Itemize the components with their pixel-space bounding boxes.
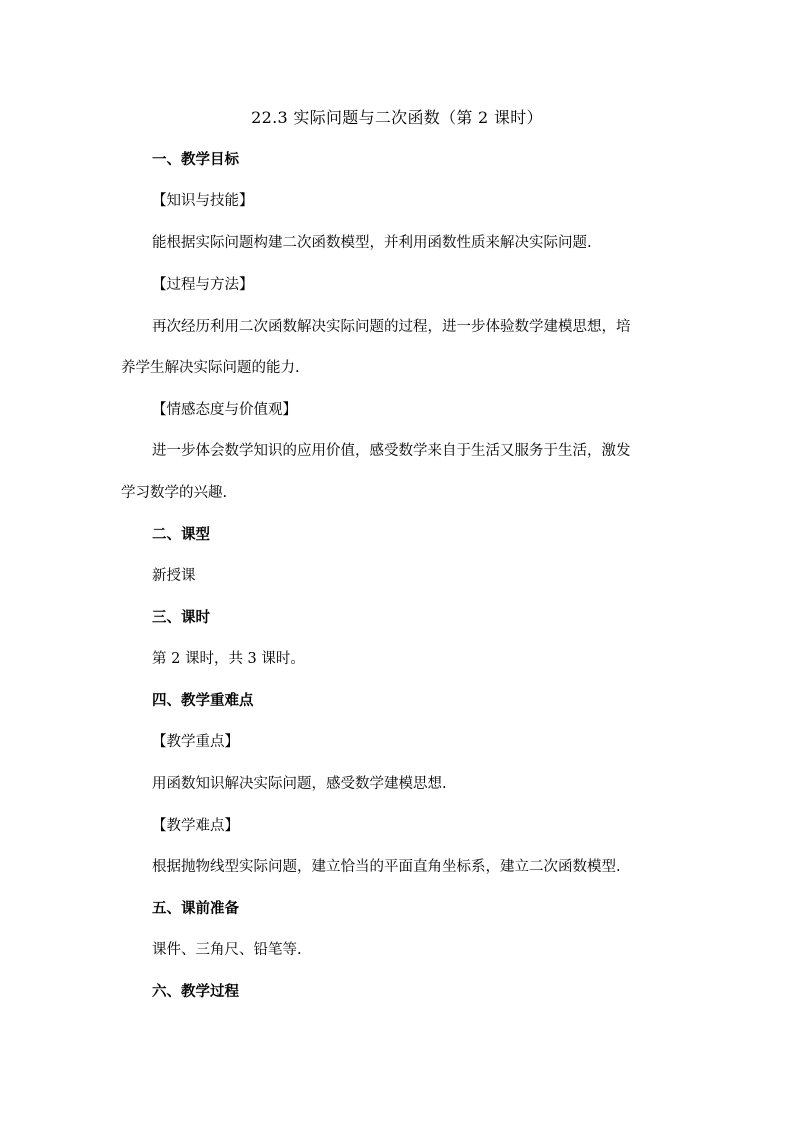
paragraph-class-hours: 第 2 课时，共 3 课时。 [152,651,305,667]
section-heading-teaching-process: 六、教学过程 [152,983,239,1000]
section-heading-lesson-type: 二、课型 [152,526,210,543]
subheading-knowledge-skills: 【知识与技能】 [152,193,254,209]
paragraph-key-points: 用函数知识解决实际问题，感受数学建模思想. [152,776,447,792]
section-heading-preparation: 五、课前准备 [152,900,239,917]
section-heading-teaching-goals: 一、教学目标 [152,151,239,168]
subheading-process-methods: 【过程与方法】 [152,277,254,293]
paragraph-emotion-values-line1: 进一步体会数学知识的应用价值，感受数学来自于生活又服务于生活，激发 [152,443,631,459]
paragraph-preparation: 课件、三角尺、铅笔等. [152,942,302,958]
subheading-emotion-values: 【情感态度与价值观】 [152,402,297,418]
paragraph-difficult-points: 根据抛物线型实际问题，建立恰当的平面直角坐标系，建立二次函数模型. [152,859,621,875]
section-heading-key-difficult-points: 四、教学重难点 [152,692,254,709]
paragraph-emotion-values-line2: 学习数学的兴趣. [121,485,228,501]
subheading-key-points: 【教学重点】 [152,734,239,750]
paragraph-lesson-type: 新授课 [152,568,196,584]
paragraph-process-methods-line2: 养学生解决实际问题的能力. [121,360,300,376]
section-heading-class-hours: 三、课时 [152,609,210,626]
subheading-difficult-points: 【教学难点】 [152,818,239,834]
paragraph-process-methods-line1: 再次经历利用二次函数解决实际问题的过程，进一步体验数学建模思想，培 [152,319,631,335]
paragraph-knowledge-skills: 能根据实际问题构建二次函数模型，并利用函数性质来解决实际问题. [152,235,592,251]
document-title: 22.3 实际问题与二次函数（第 2 课时） [251,108,543,127]
